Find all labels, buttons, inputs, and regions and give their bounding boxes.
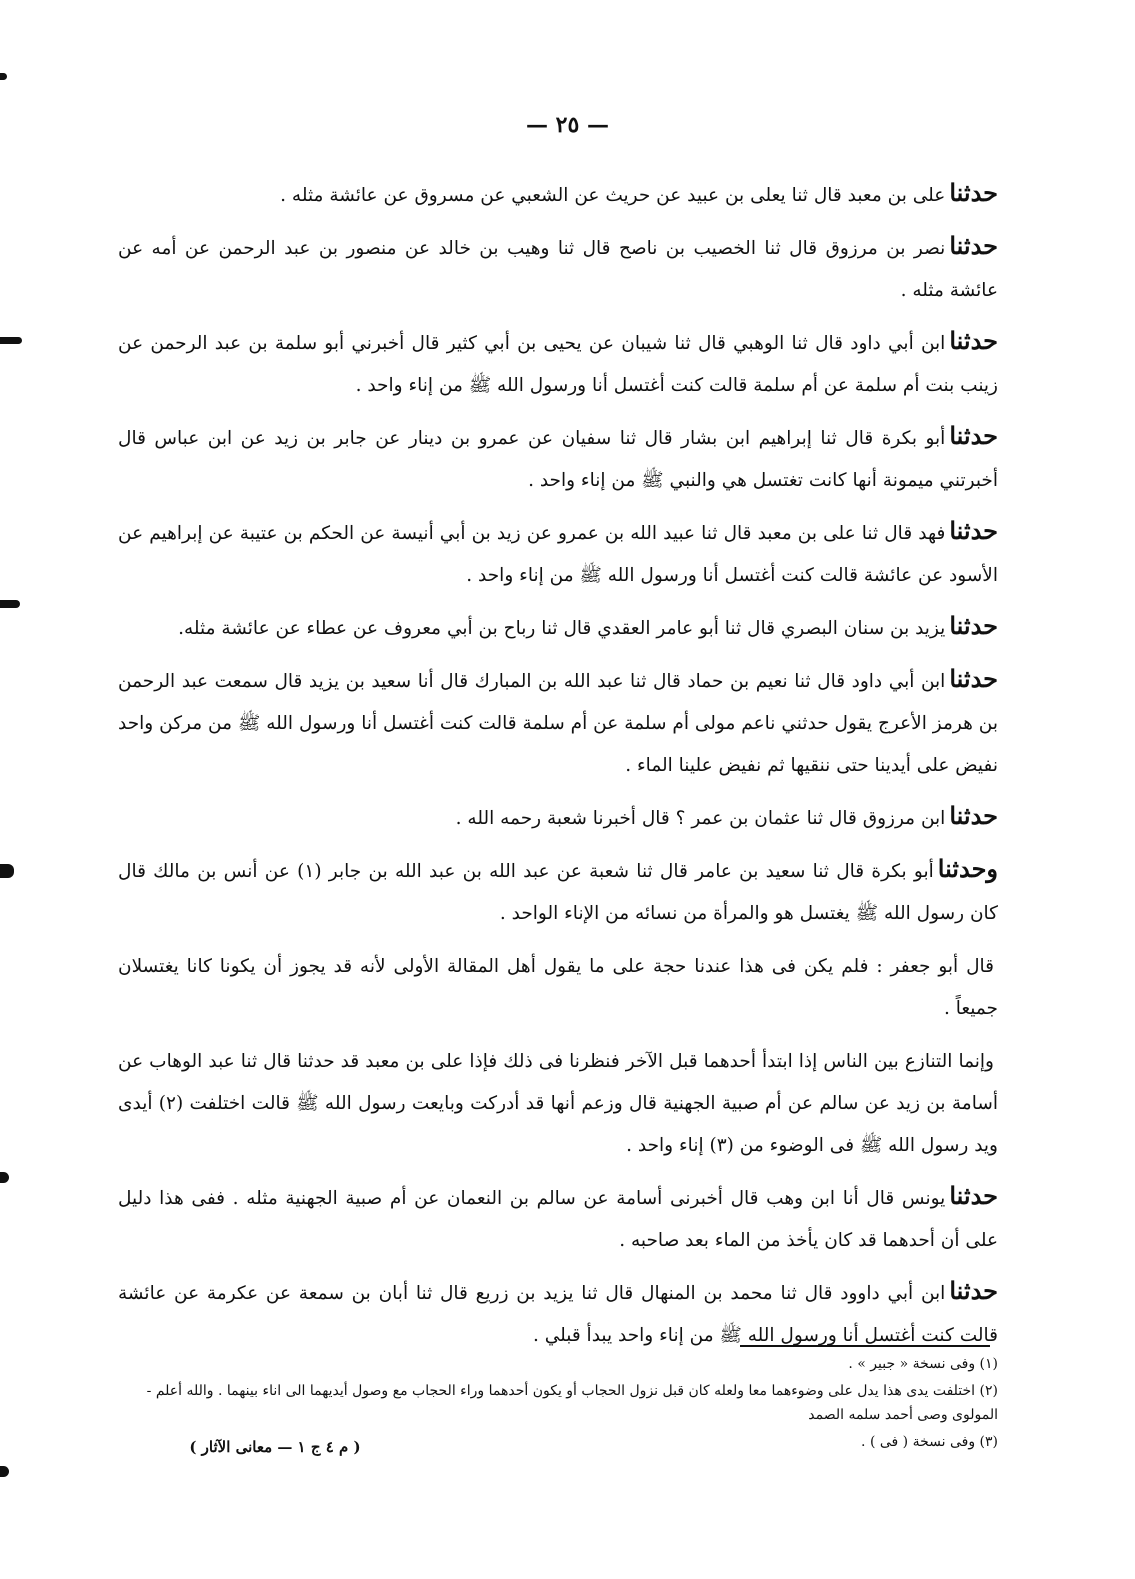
- keyword-haddathana: حدثنا: [949, 801, 998, 830]
- footnote: (٢) اختلفت يدى هذا يدل على وضوءهما معا ولعله كان قبل نزول الحجاب أو يكون أحدهما وراء الحجاب مع وصول أيديهما الى اناء بينهما . والله أعلم - المولوى وصى أحمد سلمه الصمد: [146, 1383, 998, 1423]
- footnote: (١) وفى نسخة « جبير » .: [848, 1356, 998, 1372]
- page-number: — ٢٥ —: [526, 112, 609, 138]
- paragraph-text: ابن أبي داوود قال ثنا محمد بن المنهال قال ثنا يزيد بن زريع قال ثنا أبان بن سمعة عن عكرمة عن عائشة قالت كنت أغتسل أنا ورسول الله ﷺ من إناء واحد يبدأ قبلي .: [118, 1283, 998, 1346]
- paragraph: [118, 415, 998, 502]
- keyword-haddathana: حدثنا: [949, 178, 998, 207]
- paragraph: [118, 510, 998, 597]
- paragraph-text: فهد قال ثنا على بن معبد قال ثنا عبيد الله بن عمرو عن زيد بن أبي أنيسة عن الحكم بن عتيبة عن إبراهيم عن الأسود عن عائشة قالت كنت أغتسل أنا ورسول الله ﷺ من إناء واحد .: [118, 523, 998, 586]
- paragraph-text: يونس قال أنا ابن وهب قال أخبرنى أسامة عن سالم بن النعمان عن أم صبية الجهنية مثله . ففى هذا دليل على أن أحدهما قد كان يأخذ من الماء بعد صاحبه .: [118, 1188, 998, 1251]
- keyword-haddathana: حدثنا: [949, 516, 998, 545]
- paragraph-text: نصر بن مرزوق قال ثنا الخصيب بن ناصح قال ثنا وهيب بن خالد عن منصور بن عبد الرحمن عن أمه عن عائشة مثله .: [118, 238, 998, 301]
- paragraph: [118, 943, 998, 1030]
- paragraph: [118, 848, 998, 935]
- scan-edge-mark: [0, 73, 7, 80]
- footnote: (٣) وفى نسخة ( فى ) .: [861, 1434, 998, 1450]
- paragraph: [118, 605, 998, 650]
- keyword-haddathana: حدثنا: [949, 326, 998, 355]
- paragraph: [118, 1038, 998, 1167]
- keyword-haddathana: حدثنا: [949, 611, 998, 640]
- paragraph: [118, 1175, 998, 1262]
- paragraph: [118, 320, 998, 407]
- scan-edge-mark: [0, 337, 22, 344]
- paragraph-text: ابن أبي داود قال ثنا نعيم بن حماد قال ثنا عبد الله بن المبارك قال أنا سعيد بن يزيد قال سمعت عبد الرحمن بن هرمز الأعرج يقول حدثني ناعم مولى أم سلمة عن أم سلمة قالت كنت أغتسل أنا ورسول الله ﷺ من مركن واحد نفيض على أيدينا حتى ننقيها ثم نفيض علينا الماء .: [118, 671, 998, 776]
- scan-edge-mark: [0, 864, 14, 878]
- footnote-divider: [740, 1345, 990, 1347]
- paragraph-text: أبو بكرة قال ثنا سعيد بن عامر قال ثنا شعبة عن عبد الله بن عبد الله بن جابر (١) عن أنس بن مالك قال كان رسول الله ﷺ يغتسل هو والمرأة من نسائه من الإناء الواحد .: [118, 861, 998, 924]
- paragraph: [118, 795, 998, 840]
- paragraph: [118, 1270, 998, 1357]
- paragraph-text: يزيد بن سنان البصري قال ثنا أبو عامر العقدي قال ثنا رباح بن أبي معروف عن عطاء عن عائشة مثله.: [178, 618, 946, 639]
- paragraph-text: ابن أبي داود قال ثنا الوهبي قال ثنا شيبان عن يحيى بن أبي كثير قال أخبرني أبو سلمة بن عبد الرحمن عن زينب بنت أم سلمة عن أم سلمة قالت كنت أغتسل أنا ورسول الله ﷺ من إناء واحد .: [118, 333, 998, 396]
- paragraph-text: أبو بكرة قال ثنا إبراهيم ابن بشار قال ثنا سفيان عن عمرو بن دينار عن جابر بن زيد عن ابن عباس قال أخبرتني ميمونة أنها كانت تغتسل هي والنبي ﷺ من إناء واحد .: [118, 428, 998, 491]
- paragraph: [118, 172, 998, 217]
- keyword-haddathana: حدثنا: [949, 1276, 998, 1305]
- paragraph-text: قال أبو جعفر : فلم يكن فى هذا عندنا حجة على ما يقول أهل المقالة الأولى لأنه قد يجوز أن يكونا كانا يغتسلان جميعاً .: [118, 956, 998, 1019]
- signature-mark: ( م ٤ ج ١ — معانى الآثار ): [189, 1438, 361, 1456]
- keyword-haddathana: حدثنا: [949, 421, 998, 450]
- paragraph-text: ابن مرزوق قال ثنا عثمان بن عمر ؟ قال أخبرنا شعبة رحمه الله .: [455, 808, 946, 829]
- keyword-haddathana: حدثنا: [949, 664, 998, 693]
- paragraph-text: وإنما التنازع بين الناس إذا ابتدأ أحدهما قبل الآخر فنظرنا فى ذلك فإذا على بن معبد قد حدثنا قال ثنا عبد الوهاب عن أسامة بن زيد عن سالم عن أم صبية الجهنية قال وزعم أنها قد أدركت وبايعت رسول الله ﷺ قالت اختلفت (٢) أيدى ويد رسول الله ﷺ فى الوضوء من (٣) إناء واحد .: [118, 1051, 998, 1156]
- body-text: [118, 172, 998, 1365]
- scan-edge-mark: [0, 1466, 9, 1477]
- scan-edge-mark: [0, 1172, 9, 1183]
- paragraph: [118, 658, 998, 787]
- keyword-haddathana: وحدثنا: [937, 854, 999, 883]
- keyword-haddathana: حدثنا: [949, 1181, 998, 1210]
- keyword-haddathana: حدثنا: [949, 231, 998, 260]
- paragraph: [118, 225, 998, 312]
- paragraph-text: على بن معبد قال ثنا يعلى بن عبيد عن حريث عن الشعبي عن مسروق عن عائشة مثله .: [280, 185, 946, 206]
- scan-edge-mark: [0, 600, 20, 608]
